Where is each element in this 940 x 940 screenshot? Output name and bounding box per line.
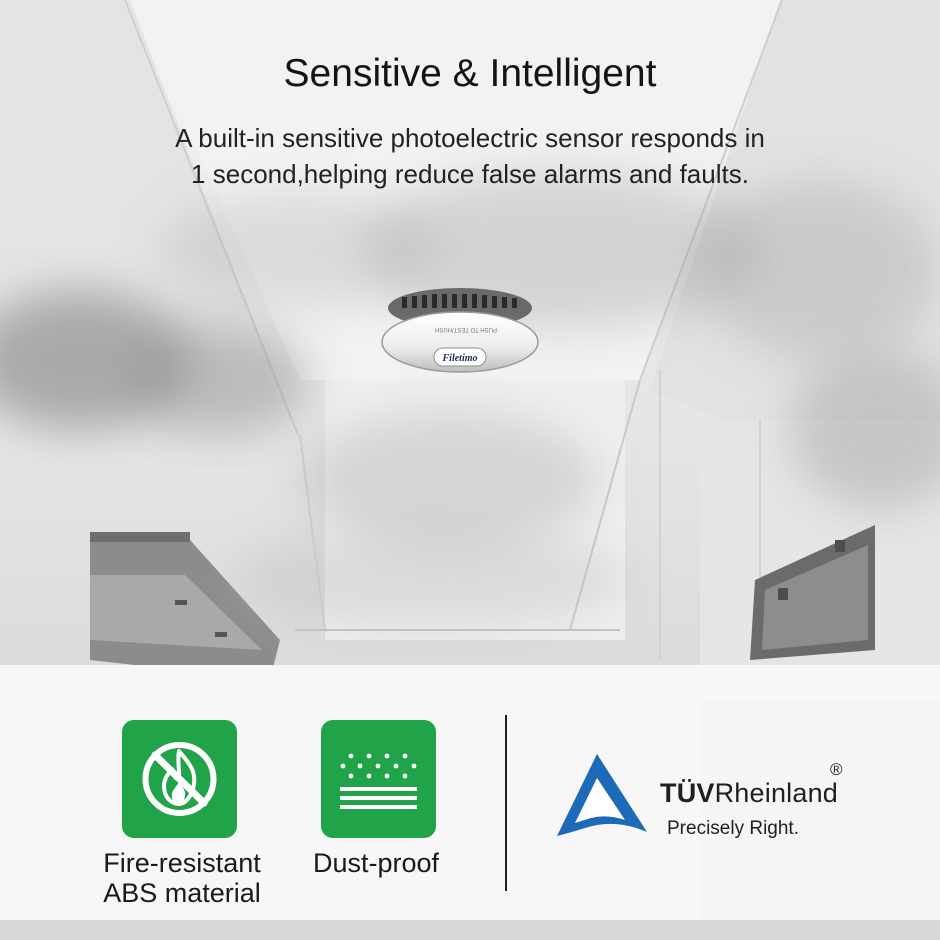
smoke-detector-image <box>382 288 538 372</box>
registered-mark: ® <box>830 760 843 779</box>
dust-icon <box>321 720 436 838</box>
feature-label-dust-proof: Dust-proof <box>312 848 440 878</box>
tuv-tagline: Precisely Right. <box>667 818 799 839</box>
section-divider <box>505 715 507 891</box>
feature-label-fire-resistant: Fire-resistant ABS material <box>103 848 261 908</box>
bottom-strip <box>0 920 940 940</box>
test-label: PUSH TO TEST/HUSH <box>434 326 498 332</box>
no-fire-icon <box>122 720 237 838</box>
description-line-1: A built-in sensitive photoelectric sensor responds in <box>175 123 765 153</box>
tuv-rheinland-logo-text: TÜVRheinland <box>660 778 839 808</box>
page-title: Sensitive & Intelligent <box>283 52 657 95</box>
brand-logo: Filetimo <box>442 353 478 364</box>
tuv-triangle-icon <box>555 752 650 838</box>
description-line-2: 1 second,helping reduce false alarms and faults. <box>191 159 749 189</box>
page-description <box>130 120 810 192</box>
